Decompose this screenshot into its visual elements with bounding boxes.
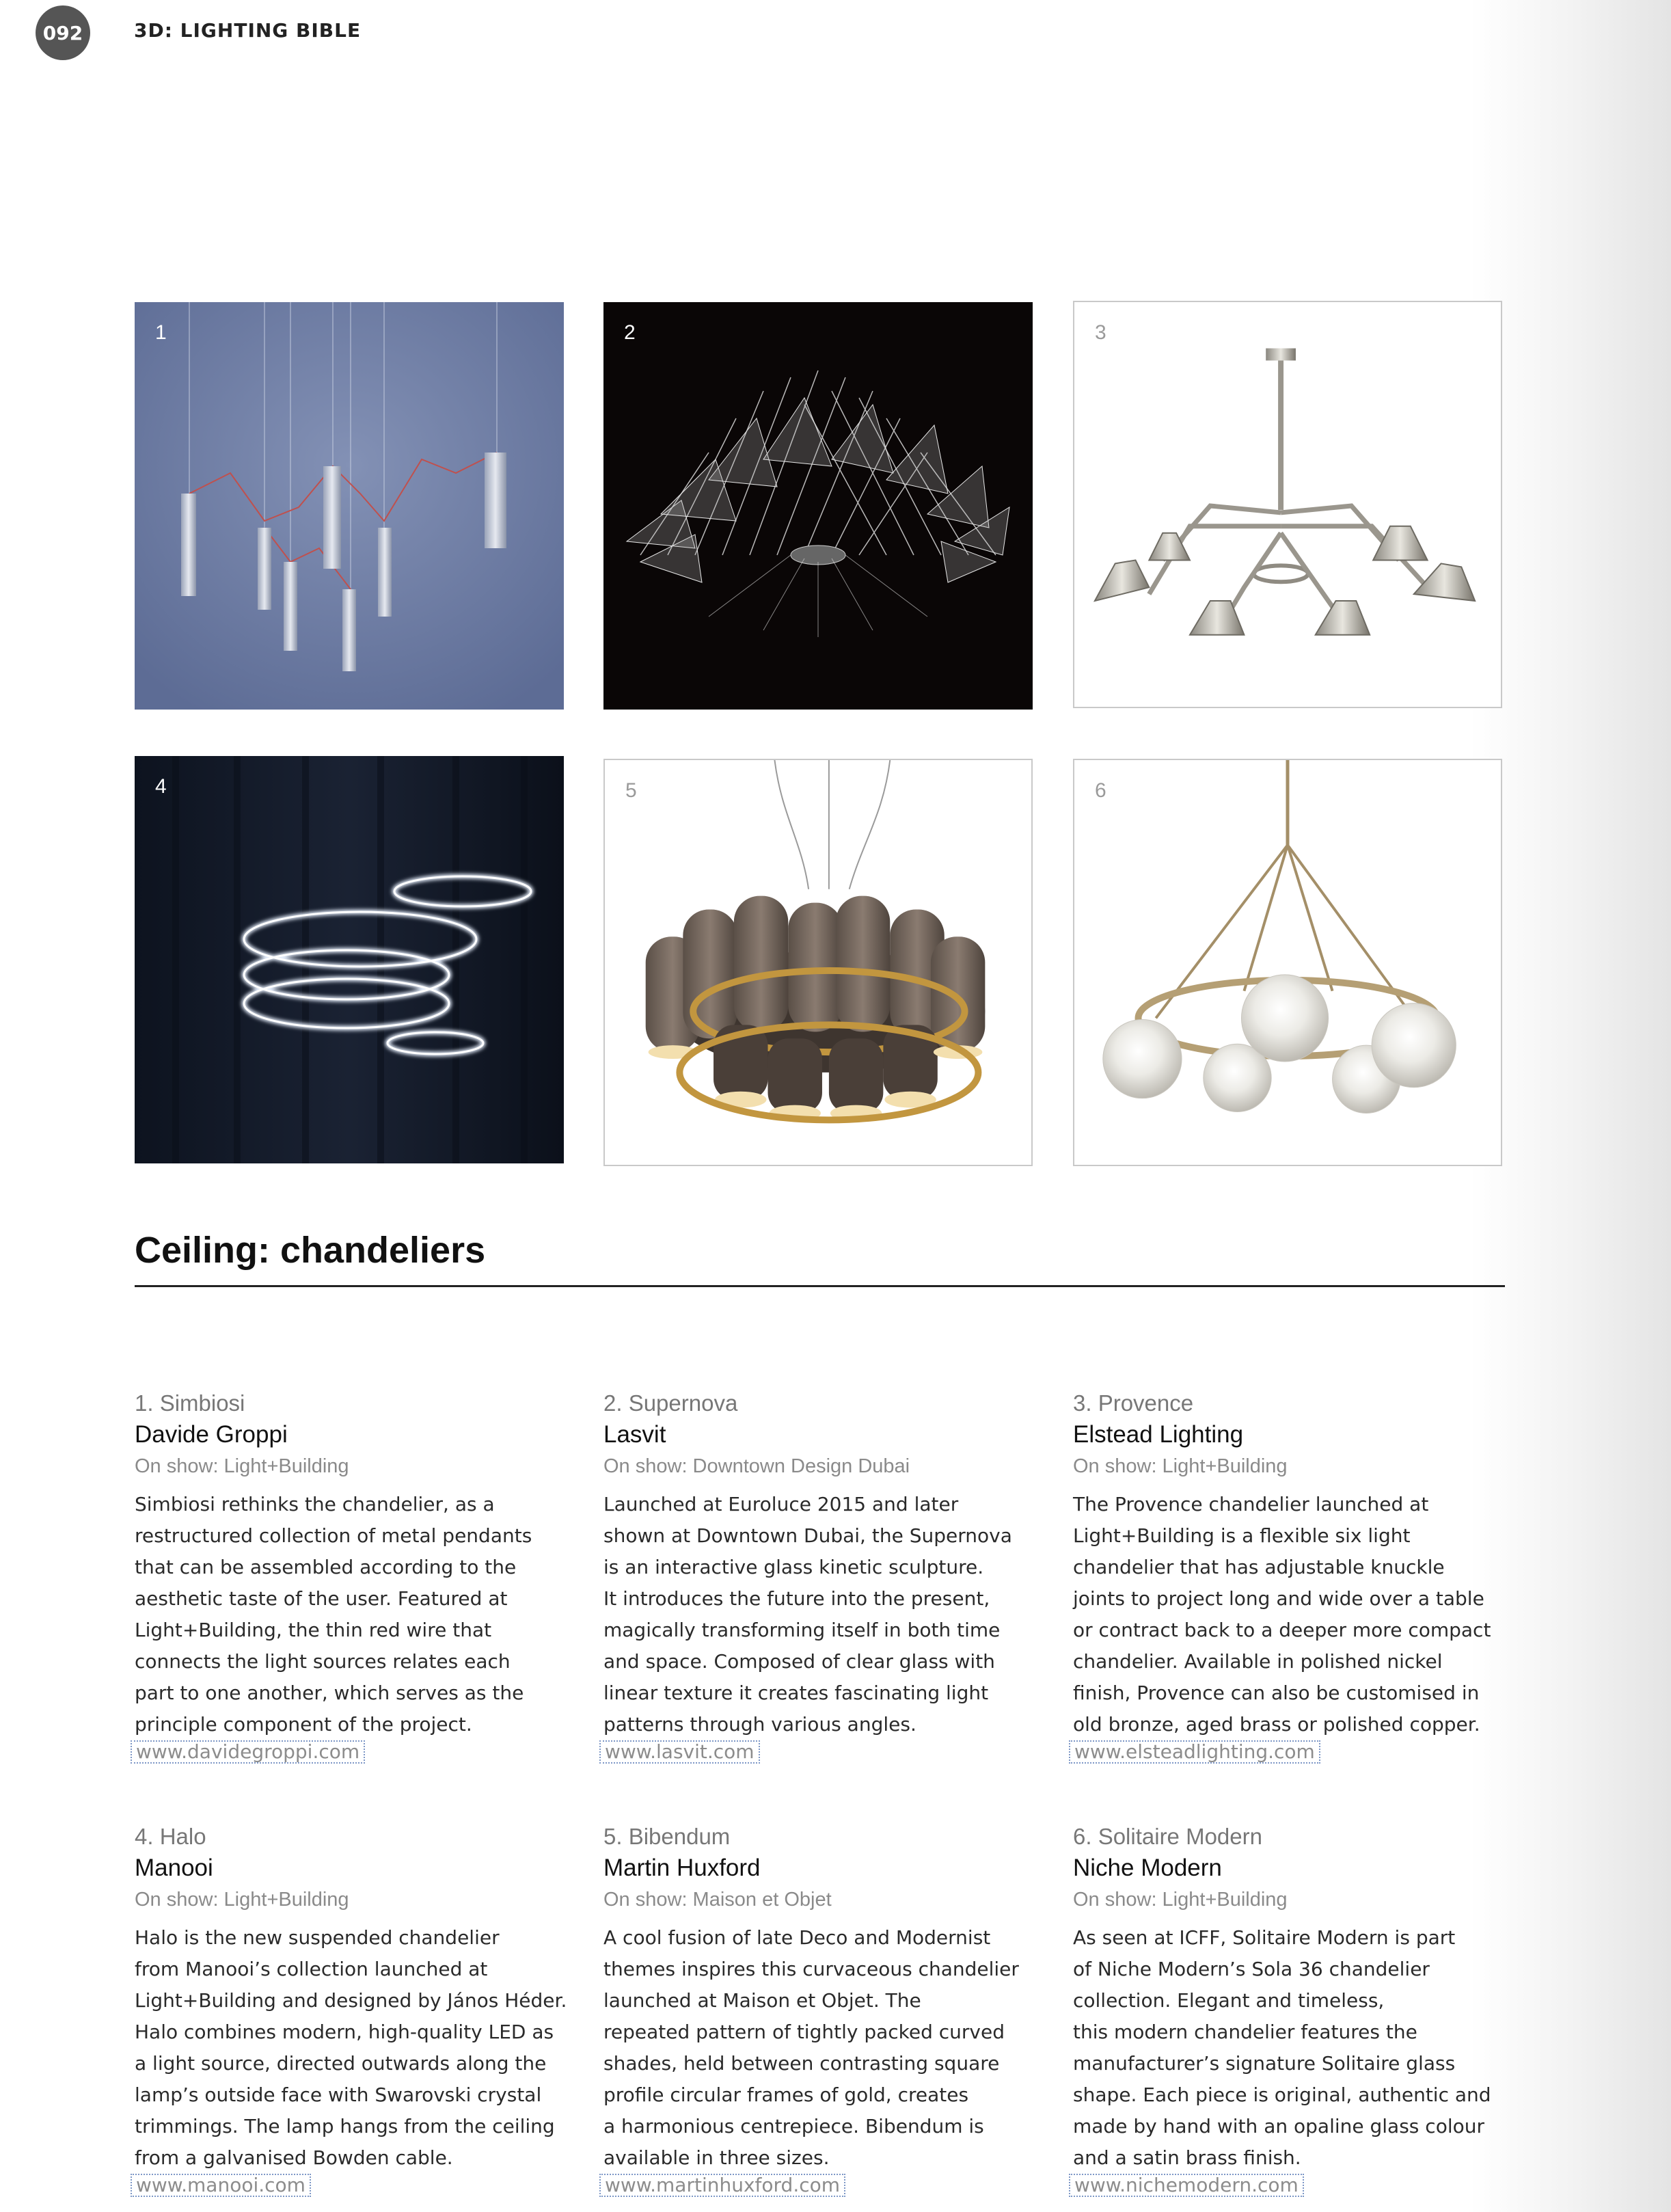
website-link[interactable]: www.davidegroppi.com: [131, 1740, 365, 1764]
product-name: 3. Provence: [1073, 1390, 1194, 1416]
show-info: On show: Light+Building: [1073, 1889, 1288, 1911]
product-image-bibendum: [603, 759, 1033, 1166]
product-image-supernova: [603, 302, 1033, 710]
show-info: On show: Maison et Objet: [603, 1889, 832, 1911]
product-name: 4. Halo: [135, 1824, 206, 1849]
product-name: 2. Supernova: [603, 1390, 738, 1416]
manufacturer: Niche Modern: [1073, 1854, 1222, 1881]
solitaire-modern-illustration: [1074, 760, 1501, 1165]
show-info: On show: Light+Building: [1073, 1455, 1288, 1477]
show-info: On show: Light+Building: [135, 1889, 349, 1911]
simbiosi-illustration: [135, 302, 564, 710]
tile-number: 3: [1095, 321, 1106, 344]
manufacturer: Martin Huxford: [603, 1854, 761, 1881]
tile-number: 6: [1095, 779, 1106, 802]
website-link[interactable]: www.nichemodern.com: [1069, 2174, 1304, 2197]
product-image-provence: [1073, 301, 1502, 708]
description: Launched at Euroluce 2015 and later shown at Downtown Dubai, the Supernova is an interactive glass kinetic sculpture. It introduces the future into the present, magically transforming itself in both time and space. Composed of clear glass with linear texture it creates fascinating light patterns through various angles.: [603, 1493, 1012, 1736]
description: A cool fusion of late Deco and Modernist themes inspires this curvaceous chandelier launched at Maison et Objet. The repeated pattern of tightly packed curved shades, held between contrasting square profile circular frames of gold, creates a harmonious centrepiece. Bibendum is available in three sizes.: [603, 1926, 1019, 2169]
manufacturer: Lasvit: [603, 1421, 666, 1448]
manufacturer: Davide Groppi: [135, 1421, 288, 1448]
product-image-solitaire-modern: [1073, 759, 1502, 1166]
manufacturer: Manooi: [135, 1854, 213, 1881]
show-info: On show: Downtown Design Dubai: [603, 1455, 910, 1477]
halo-illustration: [135, 756, 564, 1163]
description: Simbiosi rethinks the chandelier, as a restructured collection of metal pendants that can be assembled according to the aesthetic taste of the user. Featured at Light+Building, the thin red wire that connects the light sources relates each part to one another, which serves as the principle component of the project.: [135, 1493, 532, 1736]
product-image-halo: [135, 756, 564, 1163]
bibendum-illustration: [605, 760, 1031, 1165]
product-name: 1. Simbiosi: [135, 1390, 245, 1416]
website-link[interactable]: www.lasvit.com: [599, 1740, 760, 1764]
section-divider: [135, 1285, 1505, 1287]
entry-simbiosi: [135, 1388, 572, 1764]
entry-bibendum: [603, 1821, 1041, 2197]
description: Halo is the new suspended chandelier from Manooi’s collection launched at Light+Building and designed by János Héder. Halo combines modern, high-quality LED as a light source, directed outwards along the lamp’s outside face with Swarovski crystal trimmings. The lamp hangs from the ceiling from a galvanised Bowden cable.: [135, 1926, 567, 2169]
tile-number: 1: [155, 321, 167, 344]
running-title: 3D: LIGHTING BIBLE: [134, 19, 362, 42]
tile-number: 4: [155, 775, 167, 798]
section-title: Ceiling: chandeliers: [135, 1230, 486, 1271]
description: The Provence chandelier launched at Light+Building is a flexible six light chandelier that has adjustable knuckle joints to project long and wide over a table or contract back to a deeper more compact chandelier. Available in polished nickel finish, Provence can also be customised in old bronze, aged brass or polished copper.: [1073, 1493, 1491, 1736]
product-name: 5. Bibendum: [603, 1824, 731, 1849]
manufacturer: Elstead Lighting: [1073, 1421, 1244, 1448]
page-number-badge: 092: [36, 5, 90, 60]
show-info: On show: Light+Building: [135, 1455, 349, 1477]
product-image-simbiosi: [135, 302, 564, 710]
entry-solitaire-modern: [1073, 1821, 1510, 2197]
website-link[interactable]: www.manooi.com: [131, 2174, 311, 2197]
provence-illustration: [1074, 302, 1501, 707]
entry-supernova: [603, 1388, 1041, 1764]
entry-halo: [135, 1821, 572, 2197]
product-name: 6. Solitaire Modern: [1073, 1824, 1262, 1849]
website-link[interactable]: www.elsteadlighting.com: [1069, 1740, 1320, 1764]
entry-provence: [1073, 1388, 1510, 1764]
tile-number: 5: [625, 779, 637, 802]
tile-number: 2: [624, 321, 636, 344]
description: As seen at ICFF, Solitaire Modern is part of Niche Modern’s Sola 36 chandelier collection. Elegant and timeless, this modern chandelier features the manufacturer’s signature Solitaire glass shape. Each piece is original, authentic and made by hand with an opaline glass colour and a satin brass finish.: [1073, 1926, 1491, 2169]
website-link[interactable]: www.martinhuxford.com: [599, 2174, 845, 2197]
supernova-illustration: [603, 302, 1033, 710]
